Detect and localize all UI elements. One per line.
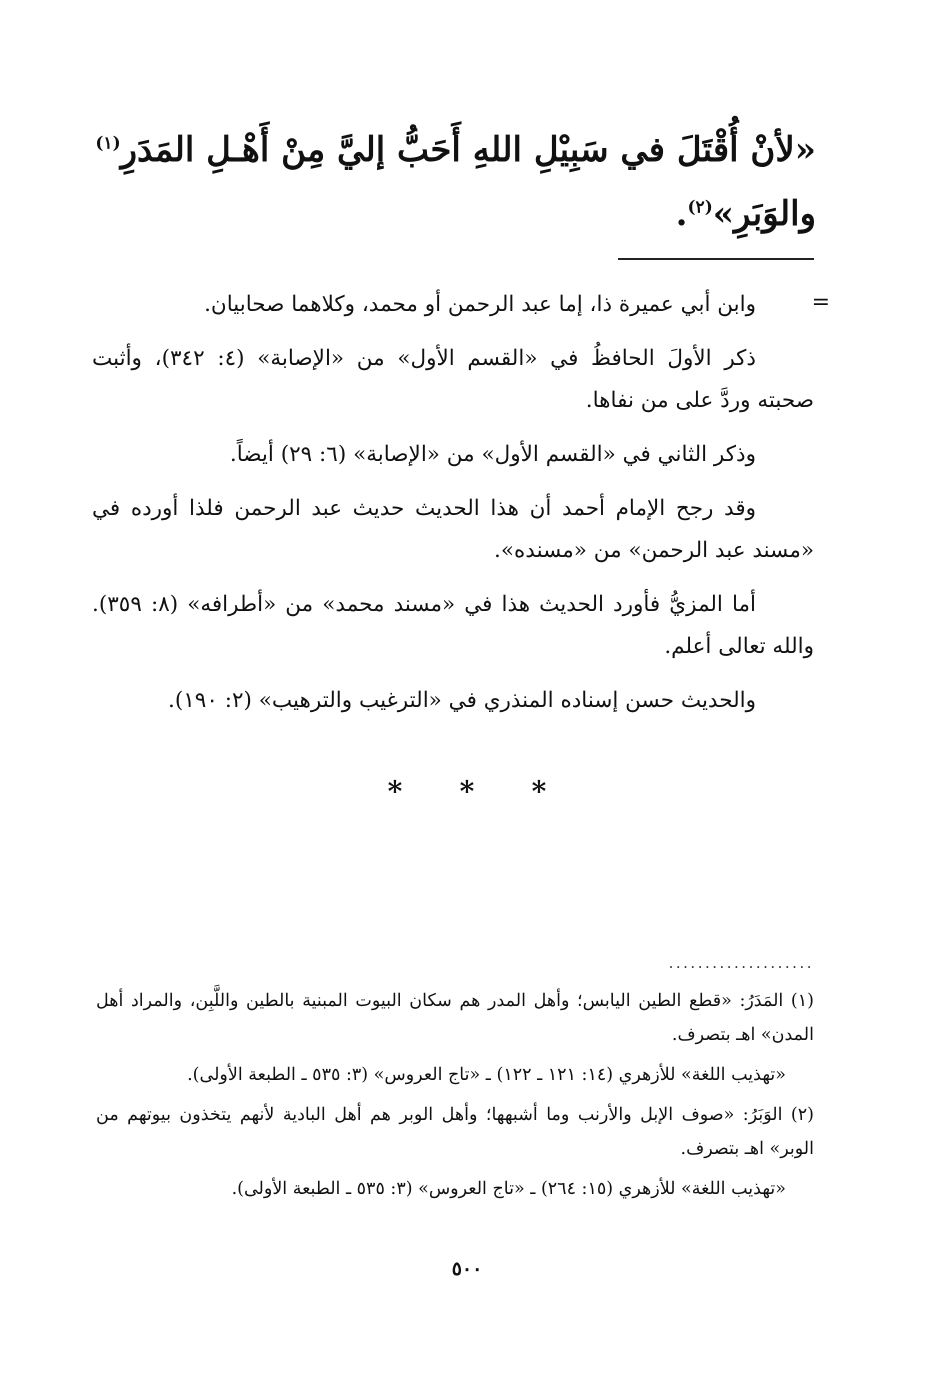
paragraph: وذكر الثاني في «القسم الأول» من «الإصابة» (٦: ٢٩) أيضاً. <box>229 442 756 467</box>
hadith-text <box>88 118 816 246</box>
star-ornament: * <box>459 775 475 808</box>
footnotes <box>96 984 814 1212</box>
continuation-mark: = <box>811 290 830 315</box>
paragraph: ذكر الأولَ الحافظُ في «القسم الأول» من «الإصابة» (٤: ٣٤٢)، وأثبت صحبته وردَّ على من نفاها. <box>92 346 814 413</box>
footnote-1-source: «تهذيب اللغة» للأزهري (١٤: ١٢١ ـ ١٢٢) ـ «تاج العروس» (٣: ٥٣٥ ـ الطبعة الأولى). <box>187 1065 786 1085</box>
footnote-2-source: «تهذيب اللغة» للأزهري (١٥: ٢٦٤) ـ «تاج العروس» (٣: ٥٣٥ ـ الطبعة الأولى). <box>231 1179 786 1199</box>
footnote-ref-2: (٢) <box>687 197 713 218</box>
section-divider <box>618 258 814 260</box>
hadith-line-end: والوَبَرِ» <box>712 194 816 234</box>
hadith-period: . <box>675 194 688 234</box>
footnote-2: (٢) الوَبَرُ: «صوف الإبل والأرنب وما أشبهها؛ وأهل الوبر هم أهل البادية لأنهم يتخذون بيوتهم من الوبر» اهـ بتصرف. <box>96 1105 814 1159</box>
paragraph: وابن أبي عميرة ذا، إما عبد الرحمن أو محمد، وكلاهما صحابيان. <box>204 292 756 317</box>
star-ornament: * <box>387 775 403 808</box>
paragraph: وقد رجح الإمام أحمد أن هذا الحديث حديث عبد الرحمن فلذا أورده في «مسند عبد الرحمن» من «مسنده». <box>92 496 814 563</box>
paragraph: أما المزيُّ فأورد الحديث هذا في «مسند محمد» من «أطرافه» (٨: ٣٥٩). والله تعالى أعلم. <box>92 592 814 659</box>
page-number: ٥٠٠ <box>451 1258 483 1280</box>
commentary-text <box>92 284 814 734</box>
hadith-line: «لأنْ أُقْتَلَ في سَبِيْلِ اللهِ أَحَبُّ إليَّ مِنْ أَهْـلِ المَدَرِ <box>120 130 816 170</box>
star-ornament: * <box>531 775 547 808</box>
footnote-ref-1: (١) <box>95 133 121 154</box>
section-stars <box>0 775 934 808</box>
paragraph: والحديث حسن إسناده المنذري في «الترغيب والترهيب» (٢: ١٩٠). <box>168 688 756 713</box>
footnote-separator: .................... <box>668 954 814 972</box>
footnote-1: (١) المَدَرُ: «قطع الطين اليابس؛ وأهل المدر هم سكان البيوت المبنية بالطين واللَّبِن، والمراد أهل المدن» اهـ بتصرف. <box>96 991 814 1045</box>
